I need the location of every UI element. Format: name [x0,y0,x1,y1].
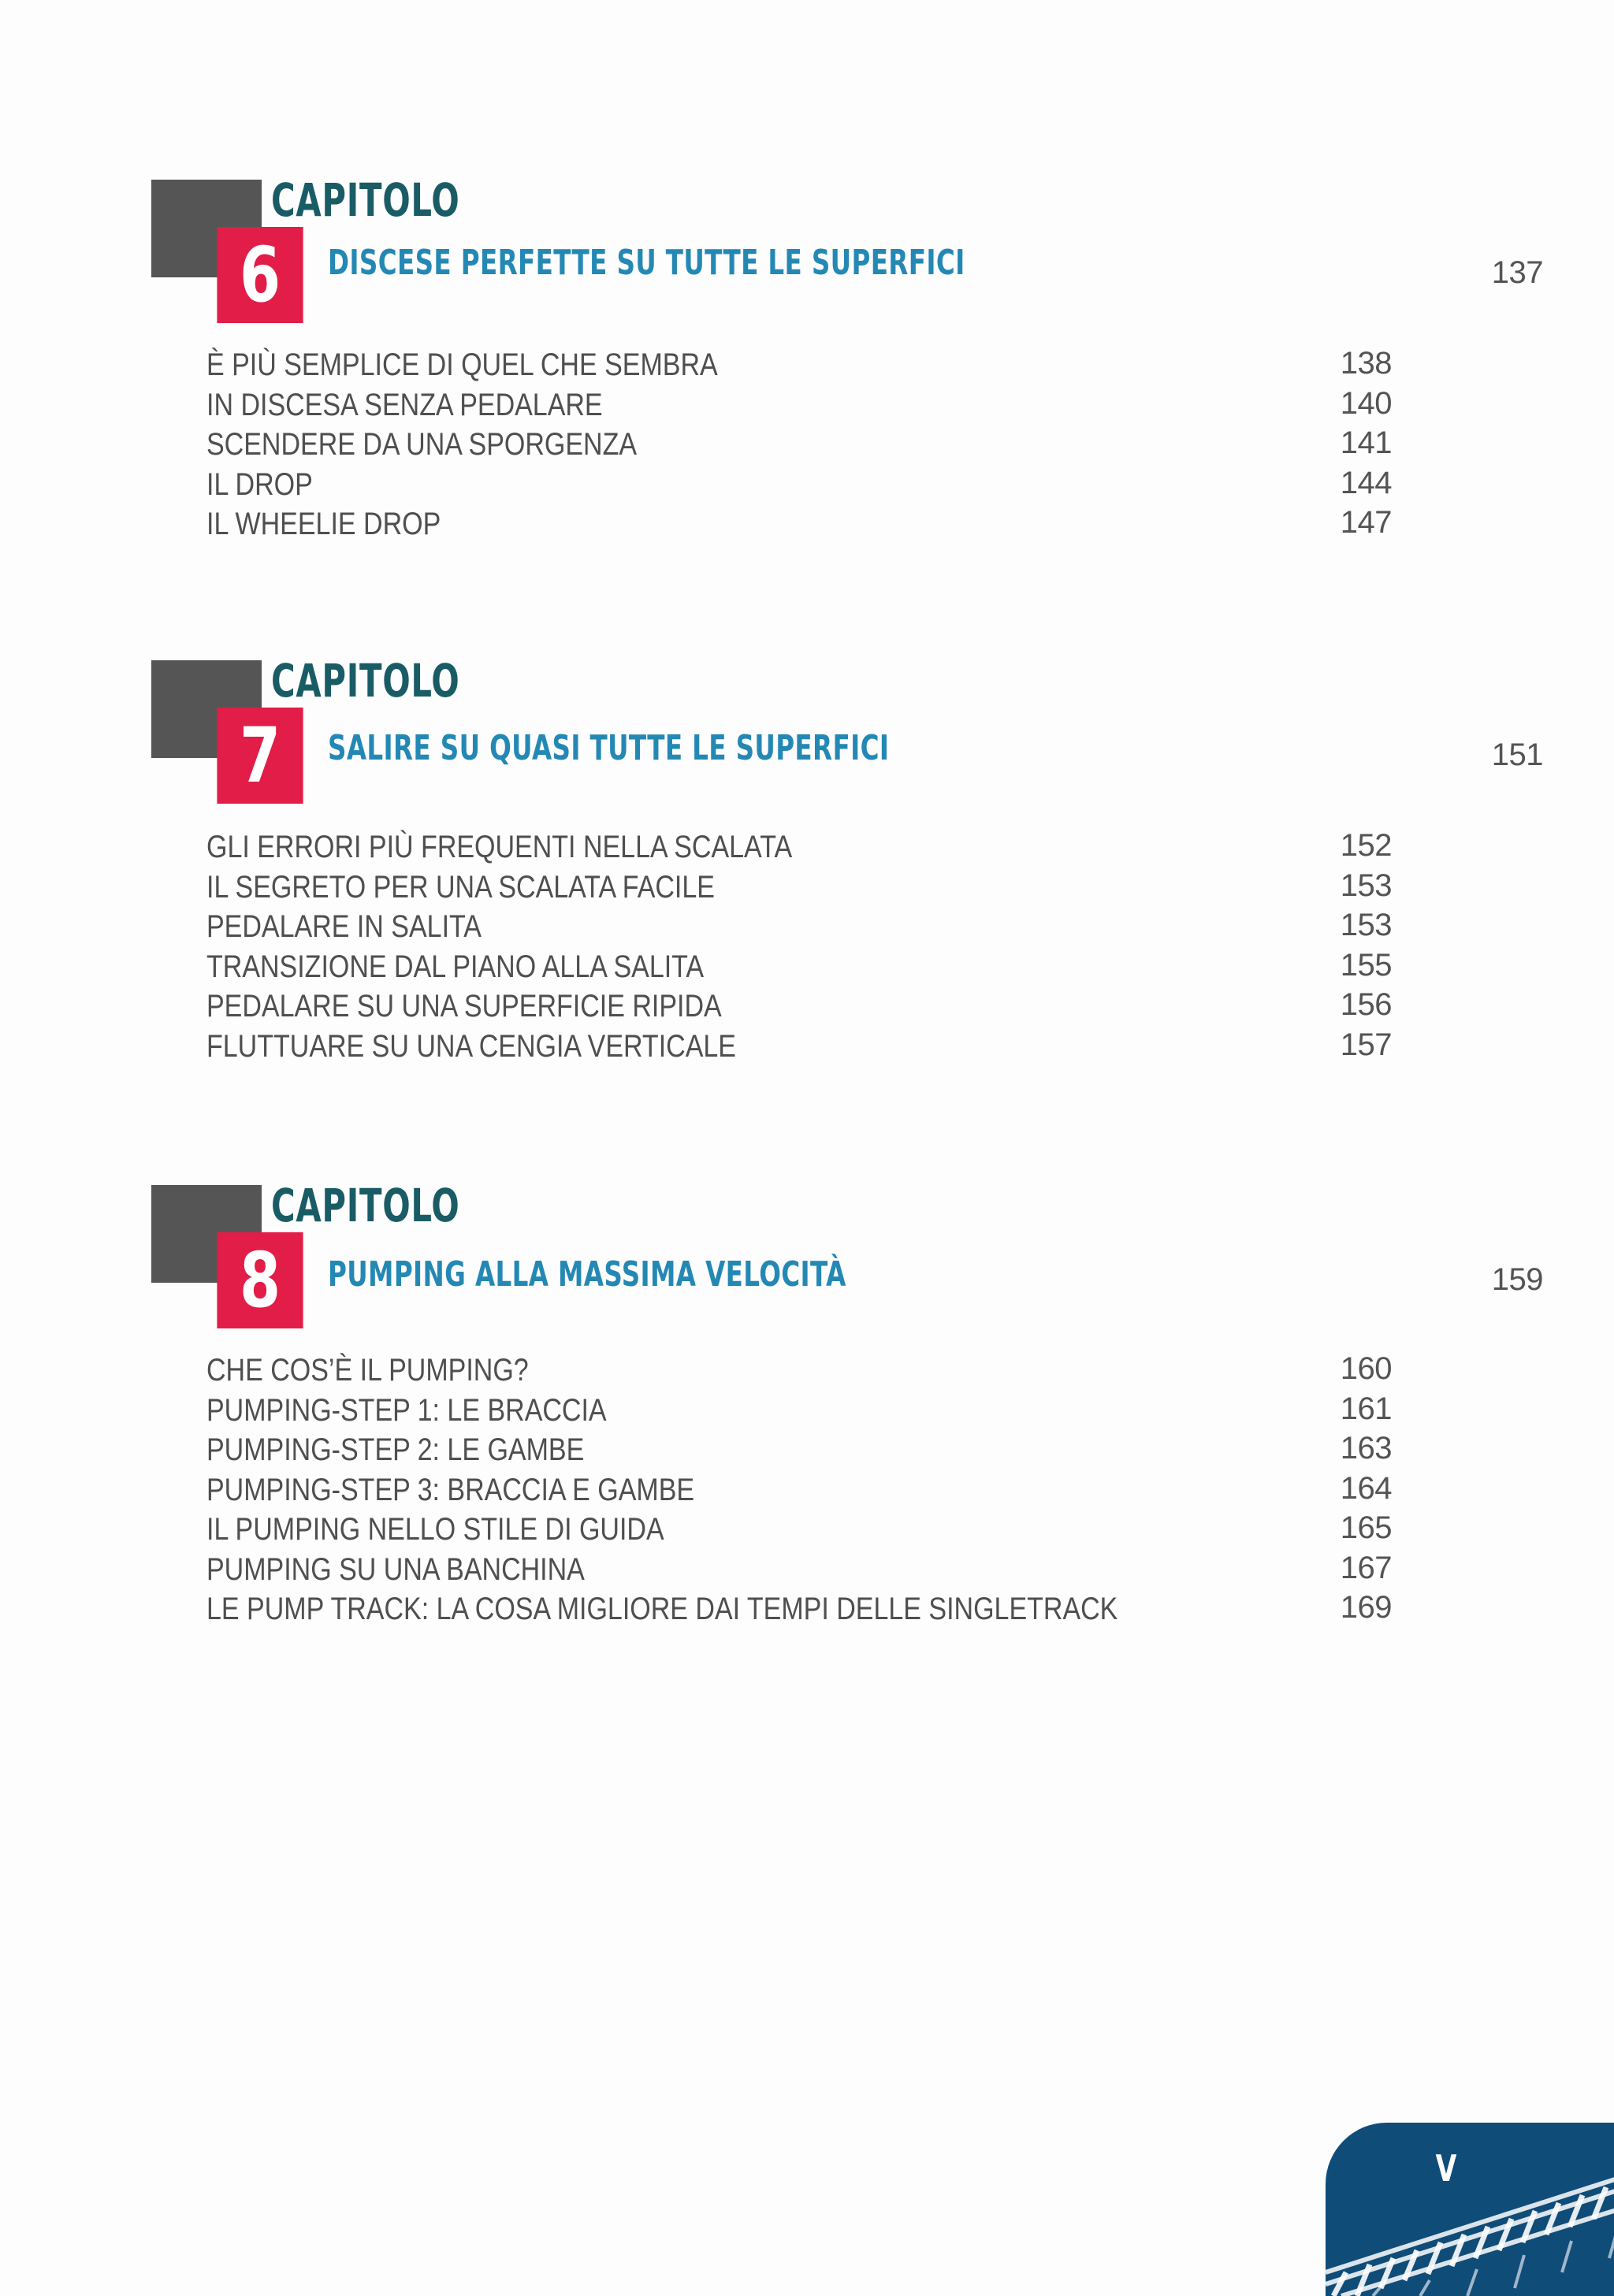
chapter-page-number: 159 [1491,1262,1543,1297]
chapter-label: CAPITOLO [271,654,460,708]
toc-entry-page: 147 [1340,505,1392,540]
toc-entry-title: PUMPING-STEP 1: LE BRACCIA [206,1392,607,1428]
toc-entry-page: 155 [1340,947,1392,983]
toc-entry-page: 164 [1340,1470,1392,1506]
toc-entry-title: PUMPING-STEP 2: LE GAMBE [206,1432,585,1467]
toc-entries [206,345,1392,544]
toc-entry[interactable] [206,425,1392,465]
toc-entry-page: 153 [1340,908,1392,942]
toc-entry[interactable] [206,1430,1392,1470]
toc-entry[interactable] [206,827,1392,868]
toc-entry-title: LE PUMP TRACK: LA COSA MIGLIORE DAI TEMPI DELLE SINGLETRACK [206,1592,1118,1626]
toc-entry[interactable] [206,1027,1392,1067]
page-number: V [1435,2147,1457,2190]
toc-entry-title: FLUTTUARE SU UNA CENGIA VERTICALE [206,1028,736,1064]
toc-entries [206,1350,1392,1629]
tire-tread-graphic [1326,2123,1614,2296]
toc-entry[interactable] [206,1550,1392,1590]
toc-entry-page: 144 [1340,465,1392,500]
toc-entry[interactable] [206,465,1392,505]
chapter-title[interactable]: DISCESE PERFETTE SU TUTTE LE SUPERFICI [328,243,965,283]
toc-entry-page: 138 [1340,346,1392,381]
toc-entry-page: 153 [1340,868,1392,903]
toc-entry[interactable] [206,1391,1392,1431]
toc-entry-title: IL SEGRETO PER UNA SCALATA FACILE [206,869,715,905]
toc-entry-title: IL PUMPING NELLO STILE DI GUIDA [206,1512,664,1547]
toc-entry-title: PEDALARE IN SALITA [206,909,482,944]
chapter-header [151,1179,1543,1327]
toc-entry-title: TRANSIZIONE DAL PIANO ALLA SALITA [206,949,705,984]
chapter-title[interactable]: PUMPING ALLA MASSIMA VELOCITÀ [328,1254,846,1295]
toc-entry[interactable] [206,986,1392,1027]
toc-entry-title: PUMPING SU UNA BANCHINA [206,1551,585,1587]
toc-entry[interactable] [206,1589,1392,1629]
chapter-number: 8 [217,1232,303,1328]
chapter-number: 7 [217,708,303,804]
chapter-label: CAPITOLO [271,173,460,227]
toc-entry-title: IN DISCESA SENZA PEDALARE [206,387,603,422]
toc-entry-page: 152 [1340,828,1392,863]
toc-entry-title: SCENDERE DA UNA SPORGENZA [206,427,638,462]
toc-entry-page: 167 [1340,1550,1392,1585]
chapter-page-number: 151 [1491,737,1543,772]
toc-entry-title: È PIÙ SEMPLICE DI QUEL CHE SEMBRA [206,347,718,382]
chapter-title[interactable]: SALIRE SU QUASI TUTTE LE SUPERFICI [328,728,890,768]
toc-entry-page: 140 [1340,385,1392,421]
toc-entry[interactable] [206,504,1392,544]
toc-entry[interactable] [206,947,1392,987]
toc-entry[interactable] [206,385,1392,425]
toc-entry-title: GLI ERRORI PIÙ FREQUENTI NELLA SCALATA [206,830,793,864]
toc-entry-page: 163 [1340,1431,1392,1466]
chapter-label: CAPITOLO [271,1179,460,1232]
toc-entry-page: 160 [1340,1351,1392,1386]
toc-entry-page: 169 [1340,1590,1392,1625]
toc-entry-page: 165 [1340,1510,1392,1545]
toc-entry-page: 161 [1340,1391,1392,1426]
toc-entry-page: 156 [1340,987,1392,1022]
toc-entry[interactable] [206,1470,1392,1510]
toc-entry-page: 141 [1340,425,1392,460]
chapter-header [151,173,1543,321]
toc-entry-title: IL WHEELIE DROP [206,507,441,541]
toc-entry-title: CHE COS’È IL PUMPING? [206,1353,529,1388]
toc-entry[interactable] [206,1350,1392,1391]
page-number-tab [1326,2123,1614,2296]
toc-entry-title: IL DROP [206,466,313,502]
toc-entry-title: PEDALARE SU UNA SUPERFICIE RIPIDA [206,989,722,1024]
toc-entry[interactable] [206,345,1392,385]
toc-entry[interactable] [206,1510,1392,1550]
toc-entries [206,827,1392,1066]
chapter-header [151,654,1543,802]
toc-entry[interactable] [206,868,1392,908]
toc-entry-title: PUMPING-STEP 3: BRACCIA E GAMBE [206,1472,695,1507]
chapter-number: 6 [217,227,303,323]
toc-entry[interactable] [206,907,1392,947]
toc-entry-page: 157 [1340,1027,1392,1062]
chapter-page-number: 137 [1491,255,1543,290]
